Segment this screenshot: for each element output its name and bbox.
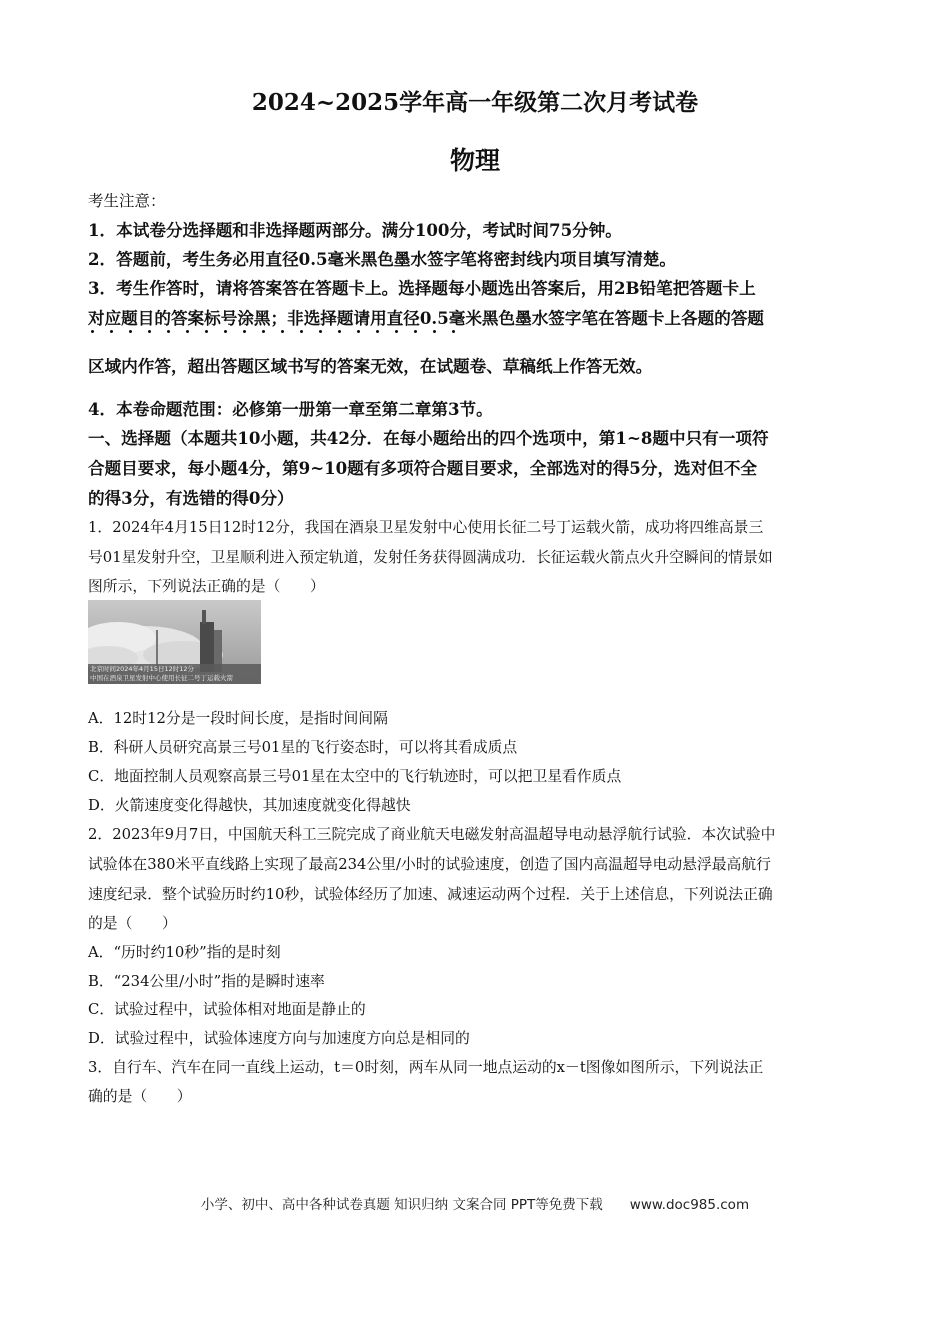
photo-caption: 北京时间2024年4月15日12时12分	[90, 665, 194, 673]
question-2-stem: 速度纪录．整个试验历时约10秒，试验体经历了加速、减速运动两个过程．关于上述信息，下列说法正确	[88, 886, 773, 903]
question-2-stem: 试验体在380米平直线路上实现了最高234公里/小时的试验速度，创造了国内高温超导电动悬浮最高航行	[88, 856, 771, 873]
section-heading: 的得3分，有选错的得0分）	[88, 488, 294, 508]
section-heading: 合题目要求，每小题4分，第9~10题有多项符合题目要求，全部选对的得5分，选对但不全	[88, 458, 758, 478]
question-1-stem: 1．2024年4月15日12时12分，我国在酒泉卫星发射中心使用长征二号丁运载火箭，成功将四维高景三	[88, 519, 764, 536]
question-3-stem: 确的是（ ）	[88, 1088, 192, 1105]
notice-item: 2．答题前，考生务必用直径0.5毫米黑色墨水签字笔将密封线内项目填写清楚。	[88, 249, 677, 269]
question-2-option: A．“历时约10秒”指的是时刻	[88, 944, 281, 961]
rocket-launch-photo	[88, 600, 261, 684]
notice-item: 4．本卷命题范围：必修第一册第一章至第二章第3节。	[88, 399, 493, 419]
question-1-option: C．地面控制人员观察高景三号01星在太空中的飞行轨迹时，可以把卫星看作质点	[88, 768, 622, 785]
question-1-stem: 号01星发射升空，卫星顺利进入预定轨道，发射任务获得圆满成功．长征运载火箭点火升空瞬间的情景如	[88, 549, 773, 566]
page-footer: 小学、初中、高中各种试卷真题 知识归纳 文案合同 PPT等免费下载 www.doc985.com	[200, 1197, 750, 1213]
question-2-option: C．试验过程中，试验体相对地面是静止的	[88, 1001, 366, 1018]
question-2-option: D．试验过程中，试验体速度方向与加速度方向总是相同的	[88, 1030, 470, 1047]
notice-item: 对应题目的答案标号涂黑；非选择题请用直径0.5毫米黑色墨水签字笔在答题卡上各题的答题	[88, 308, 765, 328]
question-2-option: B．“234公里/小时”指的是瞬时速率	[88, 973, 325, 990]
notice-item: 1．本试卷分选择题和非选择题两部分。满分100分，考试时间75分钟。	[88, 220, 622, 240]
notice-item: 区域内作答，超出答题区域书写的答案无效，在试题卷、草稿纸上作答无效。	[88, 356, 653, 376]
exam-title: 2024~2025学年高一年级第二次月考试卷	[251, 89, 699, 116]
question-1-option: B．科研人员研究高景三号01星的飞行姿态时，可以将其看成质点	[88, 739, 518, 756]
emphasis-dots	[91, 330, 471, 338]
section-heading: 一、选择题（本题共10小题，共42分．在每小题给出的四个选项中，第1~8题中只有一项符	[88, 428, 769, 448]
notice-heading: 考生注意：	[88, 192, 166, 210]
question-1-option: A．12时12分是一段时间长度，是指时间间隔	[88, 710, 388, 727]
subject-title: 物理	[449, 146, 500, 175]
question-2-stem: 的是（ ）	[88, 915, 177, 932]
photo-caption: 中国在酒泉卫星发射中心使用长征二号丁运载火箭	[90, 674, 233, 682]
question-1-stem: 图所示，下列说法正确的是（ ）	[88, 578, 325, 595]
notice-item: 3．考生作答时，请将答案答在答题卡上。选择题每小题选出答案后，用2B铅笔把答题卡上	[88, 278, 756, 298]
question-1-option: D．火箭速度变化得越快，其加速度就变化得越快	[88, 797, 411, 814]
question-3-stem: 3．自行车、汽车在同一直线上运动，t＝0时刻，两车从同一地点运动的x－t图像如图所示，下列说法正	[88, 1059, 764, 1076]
question-2-stem: 2．2023年9月7日，中国航天科工三院完成了商业航天电磁发射高温超导电动悬浮航行试验．本次试验中	[88, 826, 776, 843]
